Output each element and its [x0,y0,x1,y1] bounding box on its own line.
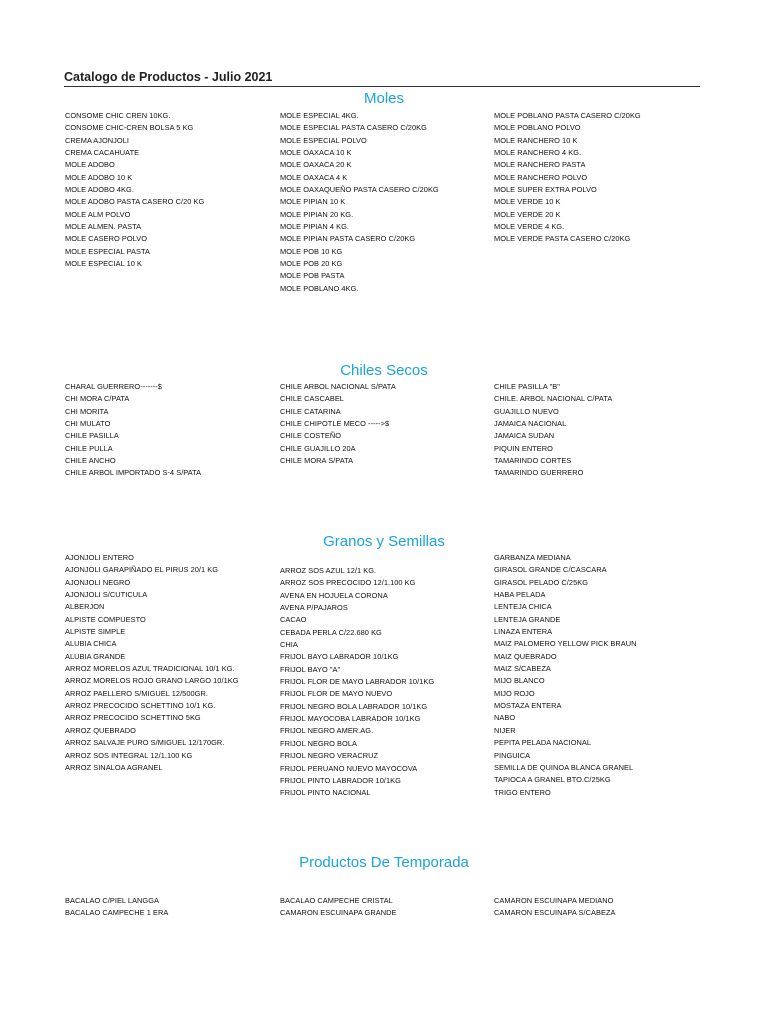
product-item: FRIJOL FLOR DE MAYO LABRADOR 10/1KG [280,677,435,687]
chiles-column-3 [494,381,699,480]
product-item: MIJO BLANCO [494,676,545,686]
product-item: PINGUICA [494,750,531,760]
product-item: ARROZ MORELOS AZUL TRADICIONAL 10/1 KG. [65,664,235,674]
product-item: MOLE SUPER EXTRA POLVO [494,185,597,195]
product-item: ARROZ PAELLERO S/MIGUEL 12/500GR. [65,688,208,698]
product-item: MOLE RANCHERO 4 KG. [494,148,582,158]
product-item: SEMILLA DE QUINOA BLANCA GRANEL [494,762,634,772]
product-item: MOLE POB 20 KG [280,259,343,269]
product-item: MIJO ROJO [494,688,535,698]
product-item: MOLE POBLANO POLVO [494,123,581,133]
product-item: AJONJOLI GARAPIÑADO EL PIRUS 20/1 KG [65,565,219,575]
product-item: ALBERJON [65,602,105,612]
product-item: CHIA [280,640,298,650]
product-item: AJONJOLI NEGRO [65,577,131,587]
product-item: ARROZ MORELOS ROJO GRANO LARGO 10/1KG [65,676,239,686]
product-item: ARROZ SOS PRECOCIDO 12/1.100 KG [280,578,416,588]
product-item: MOLE VERDE 10 K [494,197,561,207]
product-item: MOLE OAXACA 20 K [280,160,352,170]
product-item: FRIJOL NEGRO BOLA LABRADOR 10/1KG [280,701,428,711]
product-item: FRIJOL NEGRO BOLA [280,738,357,748]
product-item: AVENA EN HOJUELA CORONA [280,590,388,600]
product-item: BACALAO C/PIEL LANGGA [65,896,160,905]
product-item: CAMARON ESCUINAPA GRANDE [280,908,397,918]
product-item: CHILE CATARINA [280,406,341,416]
product-item: CONSOME CHIC-CREN BOLSA 5 KG [65,123,194,133]
product-item: MAIZ PALOMERO YELLOW PICK BRAUN [494,639,637,649]
product-item: NIJER [494,725,516,735]
product-item: LENTEJA GRANDE [494,614,561,624]
product-item: CAMARON ESCUINAPA S/CABEZA [494,908,616,918]
product-item: ARROZ SINALOA AGRANEL [65,762,163,772]
product-item: CACAO [280,615,307,625]
product-item: CHILE PULLA [65,443,113,453]
product-item: TRIGO ENTERO [494,787,551,797]
product-item: MOLE POBLANO 4KG. [280,283,359,293]
product-item: AJONJOLI ENTERO [65,553,134,562]
product-item: LINAZA ENTERA [494,627,553,637]
product-item: CAMARON ESCUINAPA MEDIANO [494,896,614,905]
chiles-column-2 [280,381,485,467]
product-item: ALPISTE COMPUESTO [65,614,146,624]
product-item: FRIJOL MAYOCOBA LABRADOR 10/1KG [280,714,421,724]
product-item: GARBANZA MEDIANA [494,553,571,562]
granos-column-2 [280,565,485,800]
product-item: MOLE VERDE PASTA CASERO C/20KG [494,234,631,244]
product-item: TAMARINDO CORTES [494,456,572,466]
product-item: AJONJOLI S/CUTICULA [65,590,148,600]
product-item: MOLE ADOBO PASTA CASERO C/20 KG [65,197,205,207]
product-item: CHILE PASILLA [65,431,119,441]
product-item: MOLE PIPIAN 4 KG. [280,222,350,232]
product-item: GIRASOL PELADO C/25KG [494,577,589,587]
product-item: ARROZ PRECOCIDO SCHETTINO 10/1 KG. [65,701,216,711]
product-item: AVENA P/PAJAROS [280,603,348,613]
granos-column-3 [494,552,699,799]
product-item: CHILE CHIPOTLE MECO ----->$ [280,419,390,429]
temporada-column-3 [494,895,699,920]
product-item: MOSTAZA ENTERA [494,701,562,711]
product-item: MOLE POB 10 KG [280,246,343,256]
product-item: PIQUIN ENTERO [494,443,553,453]
product-item: MOLE OAXAQUEÑO PASTA CASERO C/20KG [280,185,439,195]
product-item: ARROZ QUEBRADO [65,725,136,735]
product-item: CHILE ARBOL NACIONAL S/PATA [280,382,396,391]
product-item: ALPISTE SIMPLE [65,627,126,637]
product-item: MOLE PIPIAN PASTA CASERO C/20KG [280,234,416,244]
product-item: CHILE ANCHO [65,456,116,466]
product-item: MOLE ESPECIAL 10 K [65,259,143,269]
product-item: MOLE ALMEN. PASTA [65,222,142,232]
product-item: ALUBIA CHICA [65,639,117,649]
product-item: FRIJOL BAYO LABRADOR 10/1KG [280,652,399,662]
product-item: MOLE ADOBO [65,160,115,170]
section-title-temporada: Productos De Temporada [299,854,469,871]
product-item: CREMA AJONJOLI [65,135,129,145]
product-item: MOLE POBLANO PASTA CASERO C/20KG [494,111,641,120]
granos-column-1 [65,552,270,774]
product-item: CONSOME CHIC CREN 10KG. [65,111,171,120]
product-item: CHILE MORA S/PATA [280,456,354,466]
section-title-granos-semillas: Granos y Semillas [323,533,445,550]
product-item: GIRASOL GRANDE C/CASCARA [494,565,607,575]
product-item: MOLE ESPECIAL 4KG. [280,111,359,120]
product-item: FRIJOL PINTO LABRADOR 10/1KG [280,775,401,785]
product-item: CHI MORA C/PATA [65,394,130,404]
product-item: PEPITA PELADA NACIONAL [494,738,592,748]
product-item: CEBADA PERLA C/22.680 KG [280,627,382,637]
catalog-title: Catalogo de Productos - Julio 2021 [64,70,273,84]
product-item: MOLE CASERO POLVO [65,234,148,244]
product-item: TAPIOCA A GRANEL BTO.C/25KG [494,775,611,785]
product-item: MOLE ADOBO 10 K [65,172,133,182]
product-item: CHILE COSTEÑO [280,431,342,441]
product-item: CHILE CASCABEL [280,394,344,404]
product-item: FRIJOL FLOR DE MAYO NUEVO [280,689,393,699]
product-item: ALUBIA GRANDE [65,651,126,661]
product-item: BACALAO CAMPECHE CRISTAL [280,896,393,905]
product-item: ARROZ SALVAJE PURO S/MIGUEL 12/170GR. [65,738,225,748]
product-item: ARROZ SOS INTEGRAL 12/1.100 KG [65,750,193,760]
moles-column-2 [280,110,485,295]
product-item: MOLE ESPECIAL POLVO [280,135,367,145]
product-item: JAMAICA SUDAN [494,431,555,441]
product-item: GUAJILLO NUEVO [494,406,559,416]
product-item: FRIJOL PERUANO NUEVO MAYOCOVA [280,763,418,773]
product-item: MOLE PIPIAN 20 KG. [280,209,354,219]
product-item: CHILE. ARBOL NACIONAL C/PATA [494,394,613,404]
product-item: FRIJOL NEGRO AMER.AG. [280,726,374,736]
product-item: CHARAL GUERRERO-------$ [65,382,162,391]
product-item: FRIJOL PINTO NACIONAL [280,788,371,798]
product-item: MOLE RANCHERO POLVO [494,172,588,182]
moles-column-3 [494,110,699,246]
product-item: MAIZ S/CABEZA [494,664,551,674]
product-item: CHI MULATO [65,419,111,429]
product-item: FRIJOL BAYO "A" [280,664,341,674]
product-item: MOLE ESPECIAL PASTA [65,246,151,256]
product-item: LENTEJA CHICA [494,602,552,612]
product-item: ARROZ PRECOCIDO SCHETTINO 5KG [65,713,201,723]
product-item: CHILE ARBOL IMPORTADO S-4 S/PATA [65,468,202,478]
page-header [64,70,700,87]
product-item: MOLE ALM POLVO [65,209,131,219]
temporada-column-2 [280,895,485,920]
product-item: MOLE VERDE 4 KG. [494,222,565,232]
product-item: MOLE ESPECIAL PASTA CASERO C/20KG [280,123,427,133]
chiles-column-1 [65,381,270,480]
product-item: HABA PELADA [494,590,546,600]
product-item: CHI MORITA [65,406,109,416]
section-title-moles: Moles [363,90,404,107]
product-item: MOLE VERDE 20 K [494,209,561,219]
product-item: CHILE PASILLA "B" [494,382,560,391]
product-item: MOLE OAXACA 10 K [280,148,352,158]
product-item: CREMA CACAHUATE [65,148,140,158]
product-item: NABO [494,713,516,723]
product-item: FRIJOL NEGRO VERACRUZ [280,751,379,761]
moles-column-1 [65,110,270,270]
temporada-column-1 [65,895,270,920]
product-item: MOLE PIPIAN 10 K [280,197,346,207]
product-item: MOLE RANCHERO PASTA [494,160,586,170]
product-item: BACALAO CAMPECHE 1 ERA [65,908,169,918]
product-item: CHILE GUAJILLO 20A [280,443,356,453]
product-item: MAIZ QUEBRADO [494,651,557,661]
product-item: TAMARINDO GUERRERO [494,468,584,478]
product-item: MOLE RANCHERO 10 K [494,135,578,145]
product-item: MOLE ADOBO 4KG. [65,185,134,195]
product-item: MOLE OAXACA 4 K [280,172,348,182]
product-item: JAMAICA NACIONAL [494,419,567,429]
section-title-chiles-secos: Chiles Secos [340,362,428,379]
product-item: MOLE POB PASTA [280,271,345,281]
product-item: ARROZ SOS AZUL 12/1 KG. [280,566,377,575]
